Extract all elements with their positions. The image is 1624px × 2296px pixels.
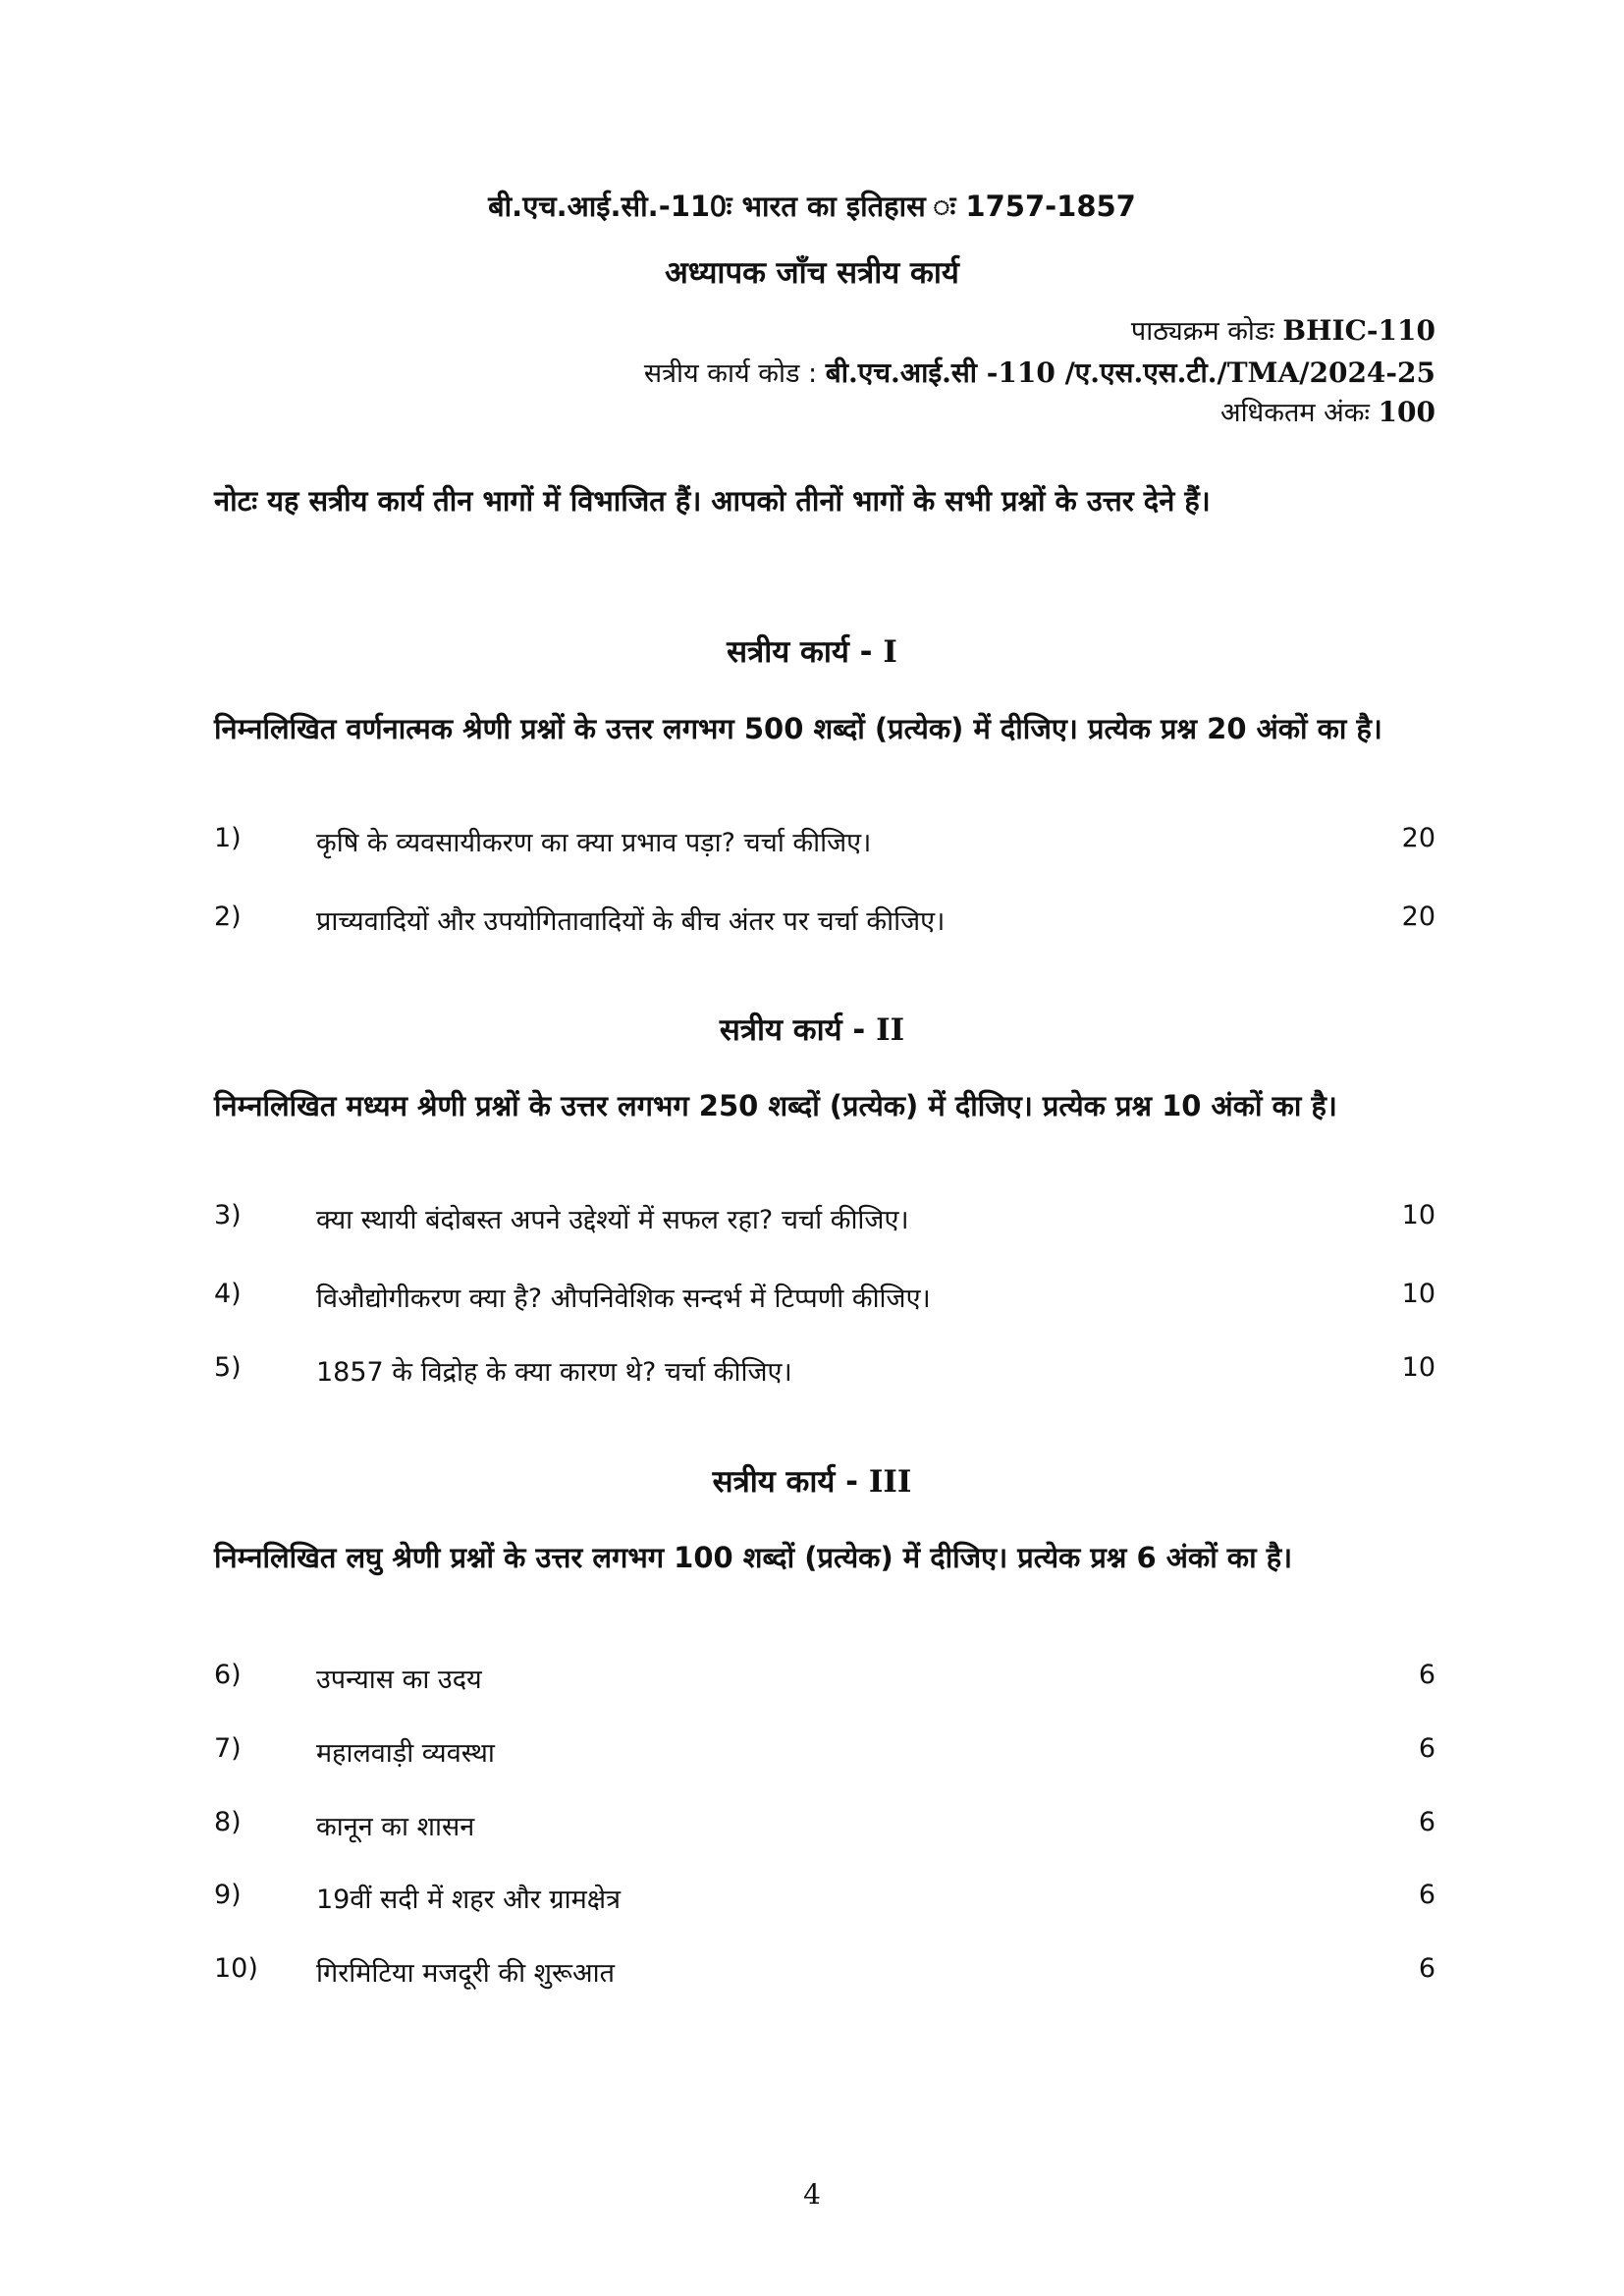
question-text: कानून का शासन bbox=[316, 1812, 475, 1842]
question-row bbox=[214, 1352, 1435, 1395]
question-text: क्या स्थायी बंदोबस्त अपने उद्देश्यों में सफल रहा? चर्चा कीजिए। bbox=[316, 1205, 909, 1235]
question-number: 5) bbox=[214, 1352, 242, 1383]
section-numeral: I bbox=[883, 634, 897, 670]
question-number: 1) bbox=[214, 823, 242, 853]
section-instruction: निम्नलिखित मध्यम श्रेणी प्रश्नों के उत्तर लगभग 250 शब्दों (प्रत्येक) में दीजिए। प्रत्येक प्रश्न 10 अंकों का है। bbox=[214, 1089, 1337, 1122]
note-paragraph: नोटः यह सत्रीय कार्य तीन भागों में विभाजित हैं। आपको तीनों भागों के सभी प्रश्नों के उत्तर देने हैं। bbox=[214, 484, 1211, 518]
course-code-label: पाठ्यक्रम कोडः bbox=[1130, 316, 1274, 347]
question-number: 10) bbox=[214, 1953, 258, 1984]
section-heading-text: सत्रीय कार्य - bbox=[727, 634, 873, 670]
section-instruction: निम्नलिखित लघु श्रेणी प्रश्नों के उत्तर लगभग 100 शब्दों (प्रत्येक) में दीजिए। प्रत्येक प्रश्न 6 अंकों का है। bbox=[214, 1541, 1293, 1574]
question-text: उपन्यास का उदय bbox=[316, 1665, 482, 1695]
section-heading bbox=[0, 1009, 1624, 1050]
question-marks: 20 bbox=[1401, 823, 1435, 853]
question-row bbox=[214, 1279, 1435, 1322]
question-text: विऔद्योगीकरण क्या है? औपनिवेशिक सन्दर्भ में टिप्पणी कीजिए। bbox=[316, 1284, 931, 1314]
question-row bbox=[214, 1880, 1435, 1923]
question-text: प्राच्यवादियों और उपयोगितावादियों के बीच अंतर पर चर्चा कीजिए। bbox=[316, 906, 946, 937]
course-code-line bbox=[1131, 312, 1435, 351]
question-marks: 10 bbox=[1401, 1200, 1435, 1230]
section-numeral: III bbox=[868, 1464, 912, 1500]
question-marks: 6 bbox=[1418, 1660, 1435, 1690]
max-marks-label: अधिकतम अंकः bbox=[1220, 398, 1370, 428]
course-code: BHIC-110 bbox=[1282, 314, 1435, 347]
assignment-subtitle: अध्यापक जाँच सत्रीय कार्य bbox=[665, 255, 959, 291]
question-text: गिरमिटिया मजदूरी की शुरूआत bbox=[316, 1958, 615, 1989]
assignment-code-label: सत्रीय कार्य कोड : bbox=[643, 358, 818, 389]
question-text: 19वीं सदी में शहर और ग्रामक्षेत्र bbox=[316, 1885, 622, 1915]
question-text: महालवाड़ी व्यवस्था bbox=[316, 1738, 495, 1769]
question-row bbox=[214, 1807, 1435, 1850]
question-number: 4) bbox=[214, 1279, 242, 1309]
question-text: 1857 के विद्रोह के क्या कारण थे? चर्चा कीजिए। bbox=[316, 1357, 792, 1388]
question-row bbox=[214, 1200, 1435, 1243]
section-heading bbox=[0, 1460, 1624, 1502]
question-number: 9) bbox=[214, 1880, 242, 1910]
section-instruction: निम्नलिखित वर्णनात्मक श्रेणी प्रश्नों के उत्तर लगभग 500 शब्दों (प्रत्येक) में दीजिए। प्रत्येक प्रश्न 20 अंकों का है। bbox=[214, 712, 1382, 745]
question-row bbox=[214, 1660, 1435, 1703]
question-row bbox=[214, 1953, 1435, 1996]
question-marks: 10 bbox=[1401, 1352, 1435, 1383]
section-heading bbox=[0, 630, 1624, 672]
question-row bbox=[214, 902, 1435, 945]
question-marks: 6 bbox=[1418, 1733, 1435, 1764]
question-marks: 6 bbox=[1418, 1807, 1435, 1837]
question-row bbox=[214, 1733, 1435, 1777]
question-number: 2) bbox=[214, 902, 242, 932]
question-row bbox=[214, 823, 1435, 866]
question-marks: 20 bbox=[1401, 902, 1435, 932]
question-number: 8) bbox=[214, 1807, 242, 1837]
assignment-code: बी.एच.आई.सी -110 /ए.एस.एस.टी./TMA/2024-25 bbox=[825, 356, 1435, 389]
section-numeral: II bbox=[876, 1012, 905, 1048]
page-number: 4 bbox=[803, 2178, 821, 2211]
section-heading-text: सत्रीय कार्य - bbox=[712, 1464, 859, 1500]
question-marks: 10 bbox=[1401, 1279, 1435, 1309]
question-number: 3) bbox=[214, 1200, 242, 1230]
course-title: बी.एच.आई.सी.-110ः भारत का इतिहास ः 1757-1857 bbox=[488, 190, 1136, 223]
assignment-code-line bbox=[644, 355, 1435, 393]
section-heading-text: सत्रीय कार्य - bbox=[719, 1012, 866, 1048]
question-marks: 6 bbox=[1418, 1953, 1435, 1984]
max-marks-line bbox=[1220, 394, 1435, 432]
question-marks: 6 bbox=[1418, 1880, 1435, 1910]
question-number: 7) bbox=[214, 1733, 242, 1764]
max-marks: 100 bbox=[1378, 396, 1435, 428]
question-text: कृषि के व्यवसायीकरण का क्या प्रभाव पड़ा? चर्चा कीजिए। bbox=[316, 828, 872, 858]
question-number: 6) bbox=[214, 1660, 242, 1690]
